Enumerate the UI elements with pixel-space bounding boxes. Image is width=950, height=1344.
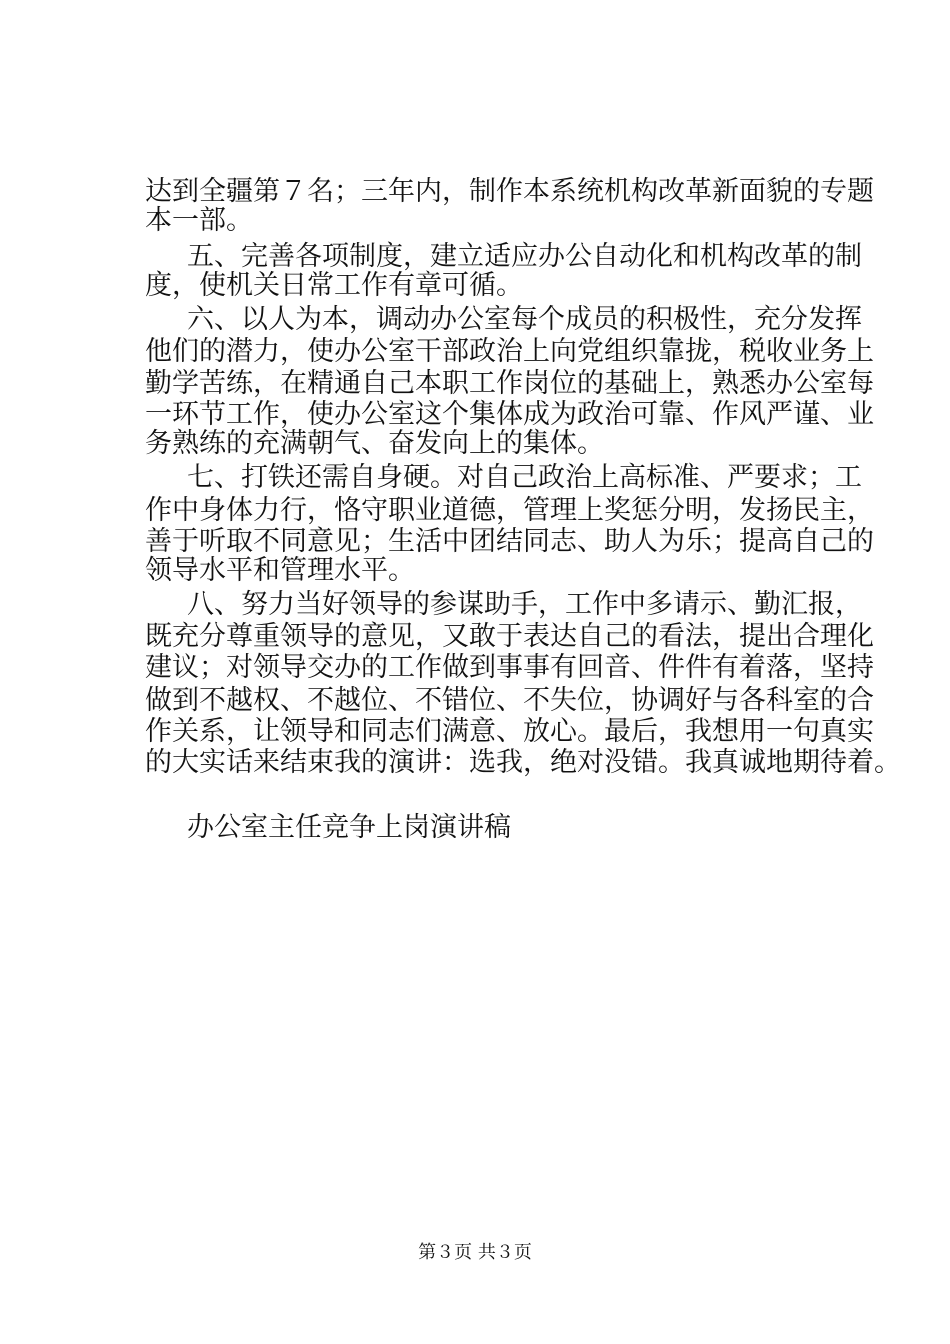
text-line-15: 既充分尊重领导的意见，又敢于表达自己的看法，提出合理化 (145, 621, 874, 652)
text-line-9: 务熟练的充满朝气、奋发向上的集体。 (145, 428, 604, 459)
text-line-14: 八、努力当好领导的参谋助手，工作中多请示、勤汇报， (187, 589, 862, 620)
text-line-16: 建议；对领导交办的工作做到事事有回音、件件有着落，坚持 (145, 652, 874, 683)
document-title-line: 办公室主任竞争上岗演讲稿 (187, 812, 511, 843)
text-line-19: 的大实话来结束我的演讲：选我，绝对没错。我真诚地期待着。 (145, 747, 901, 778)
text-line-4: 度，使机关日常工作有章可循。 (145, 270, 523, 301)
text-line-7: 勤学苦练，在精通自己本职工作岗位的基础上，熟悉办公室每 (145, 368, 874, 399)
text-line-1: 达到全疆第７名；三年内，制作本系统机构改革新面貌的专题 (145, 176, 874, 207)
text-line-18: 作关系，让领导和同志们满意、放心。最后，我想用一句真实 (145, 716, 874, 747)
text-line-5: 六、以人为本，调动办公室每个成员的积极性，充分发挥 (187, 304, 862, 335)
text-line-3: 五、完善各项制度，建立适应办公自动化和机构改革的制 (187, 241, 862, 272)
text-line-17: 做到不越权、不越位、不错位、不失位，协调好与各科室的合 (145, 685, 874, 716)
text-line-11: 作中身体力行，恪守职业道德，管理上奖惩分明，发扬民主， (145, 495, 874, 526)
text-line-13: 领导水平和管理水平。 (145, 555, 415, 586)
text-line-8: 一环节工作，使办公室这个集体成为政治可靠、作风严谨、业 (145, 399, 874, 430)
text-line-6: 他们的潜力，使办公室干部政治上向党组织靠拢，税收业务上 (145, 336, 874, 367)
text-line-10: 七、打铁还需自身硬。对自己政治上高标准、严要求；工 (187, 462, 862, 493)
page-number: 第３页 共３页 (418, 1242, 532, 1263)
text-line-12: 善于听取不同意见；生活中团结同志、助人为乐；提高自己的 (145, 526, 874, 557)
text-line-2: 本一部。 (145, 205, 253, 236)
